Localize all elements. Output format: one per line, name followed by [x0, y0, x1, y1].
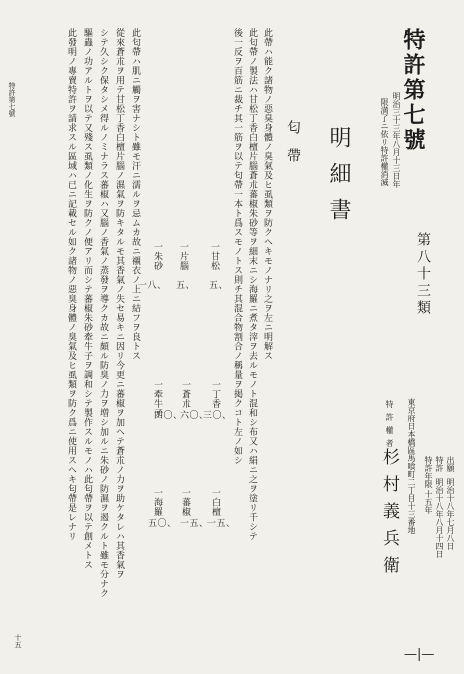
body-line-6: シテ久シク保タシメ得ルノミナラス蕃椒ハ又腦ノ香氣ノ蒸發ヲ導クカ故ニ頗ル防臭ノ力ヲ増シ加ルニ朱砂ノ防濕ヲ遏クルト雖モ分ナク	[98, 28, 108, 598]
grant-note-line1: 明治三十三年八月十三日年	[392, 92, 401, 188]
body-line-1: 此帶ハ能ク諸物ノ惡臭身體ノ臭氣及ヒ虱類ヲ防クヘキモノナリ之ヲ左ニ明解ス	[262, 28, 272, 361]
recipe-item-name: 一丁香	[210, 380, 220, 409]
filing-label: 出願	[446, 456, 455, 472]
recipe-item-name: 一海羅	[152, 488, 162, 517]
recipe-item-qty: 一八、	[138, 281, 167, 291]
grant-label: 特許	[435, 456, 444, 472]
body-line-2: 此匂帶ノ製法ハ甘松丁香白檀片腦蒼朮蕃椒朱砂等ヲ細末ニシ海羅ニ煮タ滓ヲ去ルモノト混和シ布又ハ絹ニ之ヲ塗リ千シテ	[247, 28, 257, 541]
recipe-item-name: 一蒼朮	[180, 380, 190, 409]
document-title: 明細書	[326, 126, 351, 234]
recipe-item-name: 一白檀	[210, 488, 220, 517]
body-line-5: 從來蒼朮ヲ用テ甘松丁香白檀片腦ノ濕氣ヲ防キタルモ其香氣ノ失セ易キニ因リ今更ニ蕃椒ヲ加ヘテ蒼朮ノ力ヲ助ケタレハ其香氣ヲ	[114, 28, 124, 579]
grant-date: 明治十八年八月十四日	[435, 478, 444, 558]
margin-patent-label: 特許第七號	[8, 82, 16, 117]
body-line-7: 驅蟲ノ功アルトヲ以テ又殘ス虱類ノ化生ヲ防クノ便アリ而シテ蕃椒朱砂牽牛子ヲ調和シテ製作スルモノハ此匂帶ヲ以テ創メトス	[82, 28, 92, 570]
holder-label: 特許權者	[385, 400, 394, 452]
recipe-item-qty: 一五、	[207, 519, 236, 529]
body-line-8: 此發明ノ專賣特許ヲ請求スル區域ハ已ニ記載セル如ク諸物ノ惡臭身體ノ臭氣及ヒ虱類ヲ防ク爲ニ使用スヘキ匂帶是レナリ	[66, 28, 76, 541]
body-line-4: 此匂帶ハ肌ニ觸ヲ害ナシト雖モ汗ニ濡ルヲ忌ムカ故ニ襯衣ノ上ニ結フヲ良トス	[130, 28, 140, 361]
body-line-3: 後一反ヲ百筋ニ裁チ其一筋ヲ以テ匂帶一本ト爲スモノトス則チ其混合物割合ノ稱量ヲ掲クコト左ノ如シ	[232, 28, 242, 465]
recipe-item-qty: 三〇、	[203, 411, 232, 421]
recipe-item-qty: 五、	[209, 281, 229, 291]
recipe-item-qty: 五〇、	[148, 519, 177, 529]
class-number: 第八十三類	[415, 232, 431, 317]
recipe-item-qty: 五、	[176, 281, 196, 291]
recipe-item-qty: 六〇、	[180, 411, 209, 421]
recipe-item-qty: 四〇、	[154, 411, 183, 421]
recipe-item-name: 一朱砂	[152, 242, 162, 271]
recipe-item-name: 一甘松	[209, 242, 219, 271]
footer-page-mark: —|—	[404, 647, 435, 662]
document-subtitle: 匂帶	[285, 120, 301, 176]
recipe-item-qty: 一五、	[180, 519, 209, 529]
recipe-item-name: 一片腦	[178, 242, 188, 271]
margin-page-number: 十五	[14, 634, 22, 648]
recipe-item-name: 一蕃椒	[180, 488, 190, 517]
term-value: 十五年	[424, 490, 433, 514]
patent-title: 特許第七號	[400, 28, 426, 153]
holder-name: 杉村義兵衛	[379, 448, 399, 583]
recipe-item-name: 一牽牛子	[152, 380, 162, 418]
holder-address: 東京府日本橋區馬喰町二丁目十三番地	[407, 398, 416, 534]
grant-note-line2: 限満了ニ依リ特許權消滅	[380, 98, 389, 186]
term-label: 特許年限	[424, 456, 433, 488]
filing-date: 明治十八年七月八日	[446, 478, 455, 550]
